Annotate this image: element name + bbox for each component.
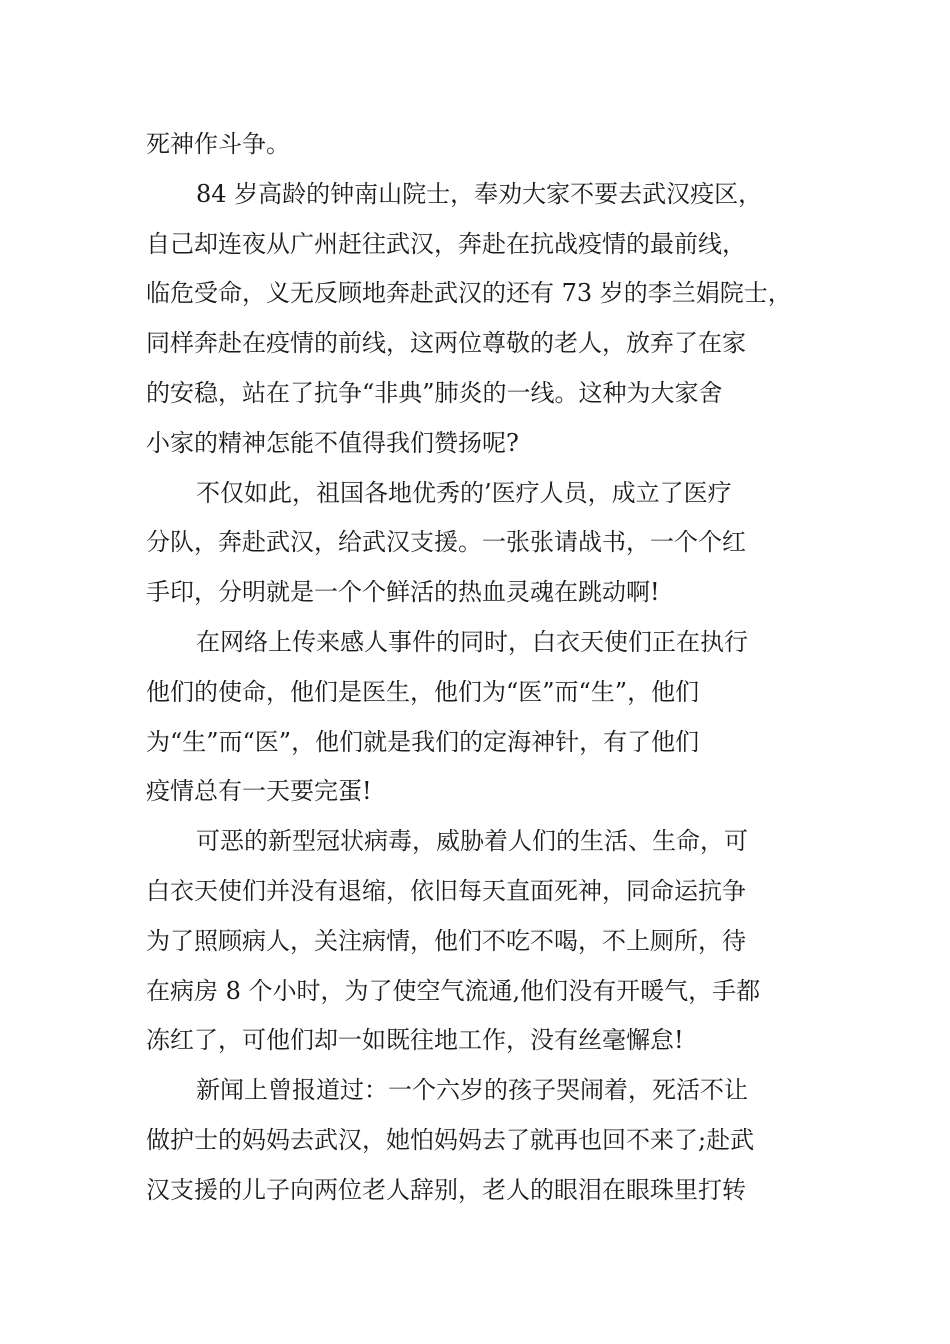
text-line: 可恶的新型冠状病毒，威胁着人们的生活、生命，可 <box>196 827 748 856</box>
text-line: 白衣天使们并没有退缩，依旧每天直面死神，同命运抗争 <box>146 876 746 905</box>
text-line: 的安稳，站在了抗争“非典”肺炎的一线。这种为大家舍 <box>146 378 723 407</box>
text-line: 不仅如此，祖国各地优秀的’医疗人员，成立了医疗 <box>196 478 732 507</box>
text-line: 手印，分明就是一个个鲜活的热血灵魂在跳动啊! <box>146 578 660 607</box>
text-line: 分队，奔赴武汉，给武汉支援。一张张请战书，一个个红 <box>146 528 746 557</box>
text-line: 汉支援的儿子向两位老人辞别，老人的眼泪在眼珠里打转 <box>146 1175 746 1204</box>
text-line: 自己却连夜从广州赶往武汉，奔赴在抗战疫情的最前线， <box>146 229 746 258</box>
text-line: 做护士的妈妈去武汉，她怕妈妈去了就再也回不来了;赴武 <box>146 1125 755 1154</box>
text-line: 在网络上传来感人事件的同时，白衣天使们正在执行 <box>196 627 748 656</box>
text-line: 临危受命，义无反顾地奔赴武汉的还有 73 岁的李兰娟院士， <box>146 279 792 308</box>
text-line: 新闻上曾报道过：一个六岁的孩子哭闹着，死活不让 <box>196 1076 748 1105</box>
text-line: 84 岁高龄的钟南山院士，奉劝大家不要去武汉疫区， <box>196 179 763 208</box>
text-line: 疫情总有一天要完蛋! <box>146 777 372 806</box>
text-line: 他们的使命，他们是医生，他们为“医”而“生”，他们 <box>146 677 700 706</box>
text-line: 死神作斗争。 <box>146 130 290 158</box>
text-line: 冻红了，可他们却一如既往地工作，没有丝毫懈怠! <box>146 1026 684 1055</box>
text-line: 为“生”而“医”，他们就是我们的定海神针，有了他们 <box>146 727 700 756</box>
text-line: 为了照顾病人，关注病情，他们不吃不喝，不上厕所，待 <box>146 926 746 955</box>
text-line: 同样奔赴在疫情的前线，这两位尊敬的老人，放弃了在家 <box>146 329 746 358</box>
body-text <box>146 120 836 1216</box>
text-line: 在病房 8 个小时，为了使空气流通,他们没有开暖气，手都 <box>146 976 761 1005</box>
text-line: 小家的精神怎能不值得我们赞扬呢? <box>146 428 519 457</box>
